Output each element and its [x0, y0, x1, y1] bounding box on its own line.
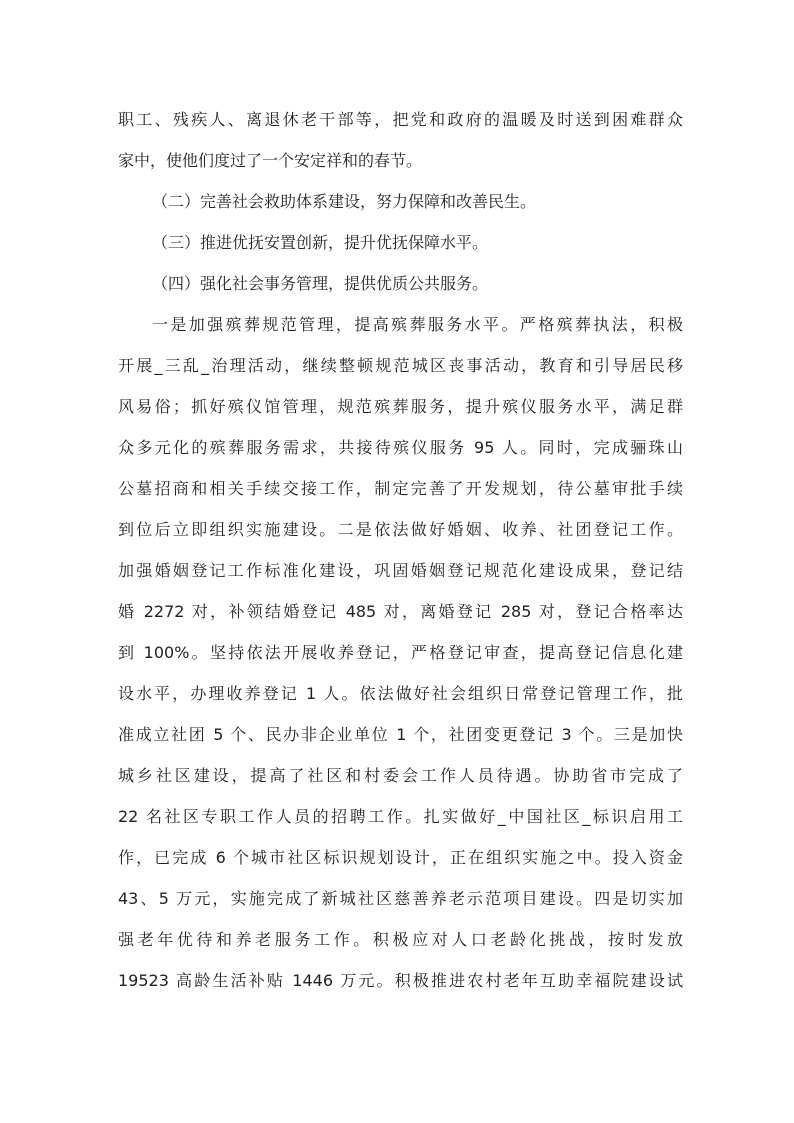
- paragraph-line: 众多元化的殡葬服务需求，共接待殡仪服务 95 人。同时，完成骊珠山: [118, 438, 683, 457]
- paragraph-line: 准成立社团 5 个、民办非企业单位 1 个，社团变更登记 3 个。三是加快: [118, 725, 683, 744]
- paragraph-line: 家中，使他们度过了一个安定祥和的春节。: [118, 151, 423, 170]
- paragraph-line: 一是加强殡葬规范管理，提高殡葬服务水平。严格殡葬执法，积极: [152, 315, 683, 334]
- paragraph-line: 22 名社区专职工作人员的招聘工作。扎实做好_中国社区_标识启用工: [118, 807, 683, 826]
- section-heading: （四）强化社会事务管理，提供优质公共服务。: [152, 274, 489, 293]
- paragraph-line: 到位后立即组织实施建设。二是依法做好婚姻、收养、社团登记工作。: [118, 520, 683, 539]
- paragraph-line: 43、5 万元，实施完成了新城社区慈善养老示范项目建设。四是切实加: [118, 889, 683, 908]
- paragraph-line: 婚 2272 对，补领结婚登记 485 对，离婚登记 285 对，登记合格率达: [118, 602, 683, 621]
- paragraph-line: 公墓招商和相关手续交接工作，制定完善了开发规划，待公墓审批手续: [118, 479, 683, 498]
- paragraph-line: 19523 高龄生活补贴 1446 万元。积极推进农村老年互助幸福院建设试: [118, 971, 683, 990]
- paragraph-line: 到 100%。坚持依法开展收养登记，严格登记审查，提高登记信息化建: [118, 643, 683, 662]
- paragraph-line: 职工、残疾人、离退休老干部等，把党和政府的温暖及时送到困难群众: [118, 110, 683, 129]
- paragraph-line: 加强婚姻登记工作标准化建设，巩固婚姻登记规范化建设成果，登记结: [118, 561, 683, 580]
- paragraph-line: 作，已完成 6 个城市社区标识规划设计，正在组织实施之中。投入资金: [118, 848, 683, 867]
- paragraph-line: 设水平，办理收养登记 1 人。依法做好社会组织日常登记管理工作，批: [118, 684, 683, 703]
- section-heading: （三）推进优抚安置创新，提升优抚保障水平。: [152, 233, 489, 252]
- document-body: [118, 99, 683, 1001]
- paragraph-line: 城乡社区建设，提高了社区和村委会工作人员待遇。协助省市完成了: [118, 766, 683, 785]
- paragraph-line: 开展_三乱_治理活动，继续整顿规范城区丧事活动，教育和引导居民移: [118, 356, 683, 375]
- section-heading: （二）完善社会救助体系建设，努力保障和改善民生。: [152, 192, 537, 211]
- paragraph-line: 风易俗；抓好殡仪馆管理，规范殡葬服务，提升殡仪服务水平，满足群: [118, 397, 683, 416]
- paragraph-line: 强老年优待和养老服务工作。积极应对人口老龄化挑战，按时发放: [118, 930, 683, 949]
